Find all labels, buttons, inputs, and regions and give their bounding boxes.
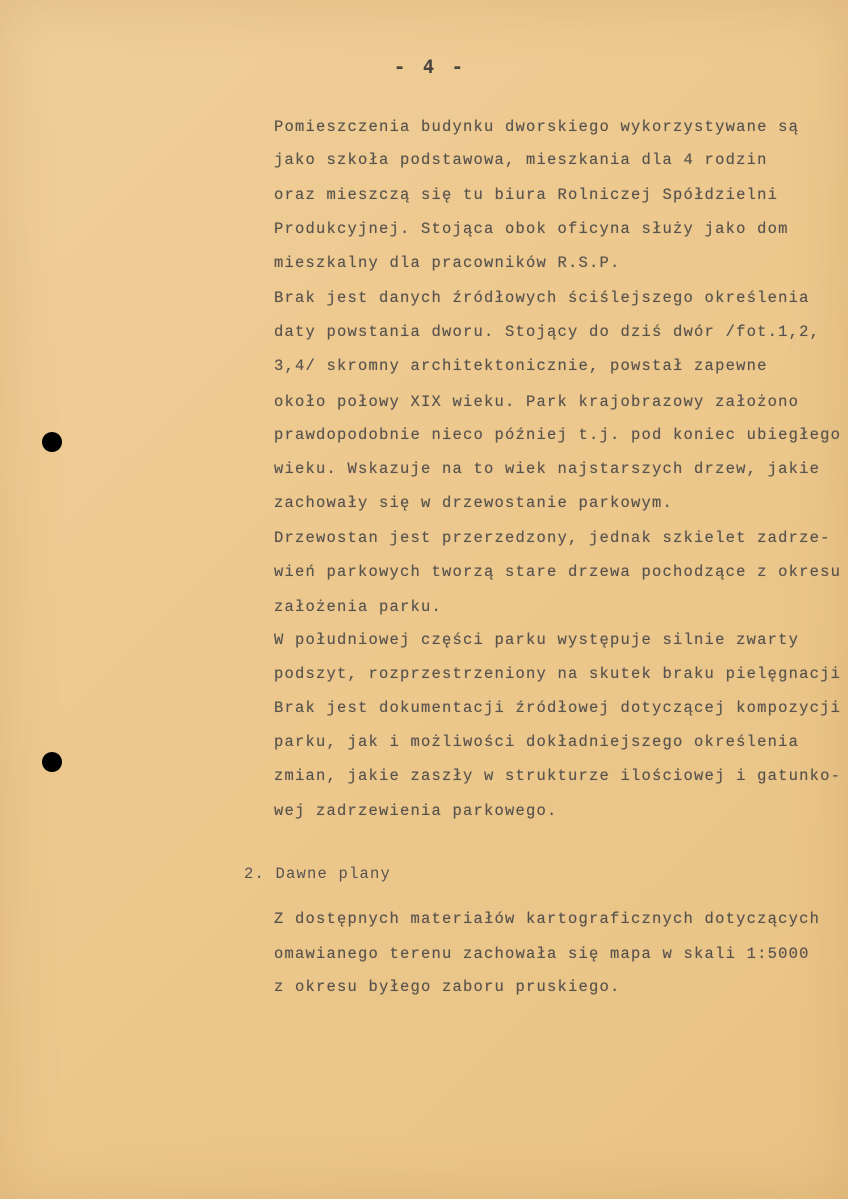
text-line: Pomieszczenia budynku dworskiego wykorzystywane są xyxy=(274,118,800,136)
text-line: wień parkowych tworzą stare drzewa pochodzące z okresu xyxy=(274,563,842,581)
text-line: mieszkalny dla pracowników R.S.P. xyxy=(274,254,621,272)
text-line: założenia parku. xyxy=(274,598,443,616)
text-line: Brak jest danych źródłowych ściślejszego określenia xyxy=(274,289,810,307)
text-line: zachowały się w drzewostanie parkowym. xyxy=(274,494,674,512)
text-line: Z dostępnych materiałów kartograficznych dotyczących xyxy=(274,910,821,928)
punch-hole xyxy=(42,752,62,772)
punch-hole xyxy=(42,432,62,452)
text-line: W południowej części parku występuje silnie zwarty xyxy=(274,631,800,649)
text-line: 3,4/ skromny architektonicznie, powstał zapewne xyxy=(274,357,768,375)
text-line: jako szkoła podstawowa, mieszkania dla 4 rodzin xyxy=(274,151,768,169)
text-line: z okresu byłego zaboru pruskiego. xyxy=(274,978,621,996)
text-line: oraz mieszczą się tu biura Rolniczej Spółdzielni xyxy=(274,186,779,204)
text-line: Drzewostan jest przerzedzony, jednak szkielet zadrze- xyxy=(274,529,831,547)
text-line: prawdopodobnie nieco później t.j. pod koniec ubiegłego xyxy=(274,426,842,444)
text-line: zmian, jakie zaszły w strukturze ilościowej i gatunko- xyxy=(274,767,842,785)
text-line: podszyt, rozprzestrzeniony na skutek braku pielęgnacji xyxy=(274,665,842,683)
section-heading: 2. Dawne plany xyxy=(244,865,392,883)
text-line: omawianego terenu zachowała się mapa w skali 1:5000 xyxy=(274,945,810,963)
page-number: - 4 - xyxy=(393,56,467,78)
text-line: daty powstania dworu. Stojący do dziś dwór /fot.1,2, xyxy=(274,323,821,341)
text-line: wej zadrzewienia parkowego. xyxy=(274,802,558,820)
text-line: około połowy XIX wieku. Park krajobrazowy założono xyxy=(274,393,800,411)
text-line: Produkcyjnej. Stojąca obok oficyna służy jako dom xyxy=(274,220,789,238)
text-line: parku, jak i możliwości dokładniejszego określenia xyxy=(274,733,800,751)
text-line: Brak jest dokumentacji źródłowej dotyczącej kompozycji xyxy=(274,699,842,717)
text-line: wieku. Wskazuje na to wiek najstarszych drzew, jakie xyxy=(274,460,821,478)
